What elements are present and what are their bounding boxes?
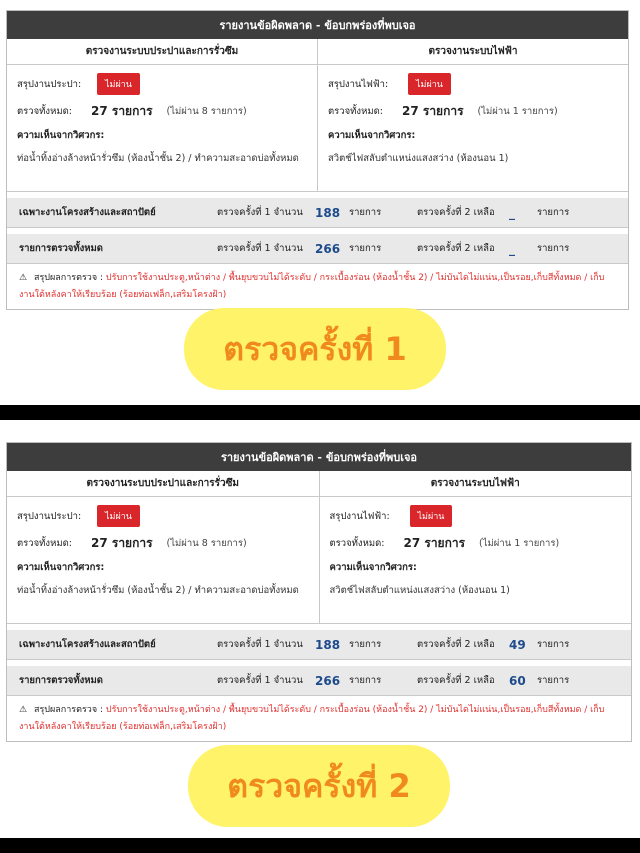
items-unit: รายการ: [537, 675, 570, 686]
round2-structure-remaining: 49: [509, 637, 526, 652]
summary-label: สรุปผลการตรวจ :: [33, 705, 104, 715]
structure-row-label: เฉพาะงานโครงสร้างและสถาปัตย์: [19, 207, 156, 218]
all-row-label: รายการตรวจทั้งหมด: [19, 243, 103, 254]
electrical-fail-count: (ไม่ผ่าน 1 รายการ): [477, 106, 558, 117]
all-items-summary-row: [7, 234, 628, 264]
round2-structure-remaining: _: [509, 205, 515, 220]
items-unit: รายการ: [349, 639, 382, 650]
round2-all-remaining: 60: [509, 673, 526, 688]
round-2-caption: ตรวจครั้งที่ 2: [188, 745, 450, 827]
structure-row-label: เฉพาะงานโครงสร้างและสถาปัตย์: [19, 639, 156, 650]
plumbing-total: 27 รายการ: [91, 536, 153, 550]
report-screenshot-1: [0, 0, 640, 405]
electrical-total: 27 รายการ: [402, 104, 464, 118]
electrical-total: 27 รายการ: [403, 536, 466, 550]
defect-report-round-2: [6, 442, 632, 742]
plumbing-header: ตรวจงานระบบประปาและการรั่วซึม: [7, 471, 319, 497]
plumbing-status-label: สรุปงานประปา:: [17, 78, 82, 90]
round2-label: ตรวจครั้งที่ 2 เหลือ: [417, 243, 495, 254]
round1-structure-count: 188: [315, 205, 341, 220]
items-unit: รายการ: [537, 207, 570, 218]
report-title: รายงานข้อผิดพลาด - ข้อบกพร่องที่พบเจอ: [7, 443, 631, 471]
plumbing-opinion: ท่อน้ำทิ้งอ่างล้างหน้ารั่วซึม (ห้องน้ำชั้น 2) / ทำความสะอาดบ่อทั้งหมด: [17, 153, 299, 164]
electrical-section: [317, 39, 628, 191]
electrical-section: [319, 471, 632, 623]
round1-structure-count: 188: [315, 637, 341, 652]
inspection-summary: [7, 696, 631, 742]
plumbing-total: 27 รายการ: [91, 104, 153, 118]
fail-badge: ไม่ผ่าน: [410, 505, 453, 527]
electrical-status-label: สรุปงานไฟฟ้า:: [329, 510, 390, 522]
engineer-opinion-label: ความเห็นจากวิศวกร:: [329, 562, 417, 573]
all-items-summary-row: [7, 666, 631, 696]
engineer-opinion-label: ความเห็นจากวิศวกร:: [17, 562, 105, 573]
fail-badge: ไม่ผ่าน: [408, 73, 451, 95]
round1-all-count: 266: [315, 673, 341, 688]
total-label: ตรวจทั้งหมด:: [17, 106, 72, 117]
plumbing-fail-count: (ไม่ผ่าน 8 รายการ): [166, 106, 247, 117]
fail-badge: ไม่ผ่าน: [97, 73, 140, 95]
plumbing-fail-count: (ไม่ผ่าน 8 รายการ): [166, 538, 247, 549]
items-unit: รายการ: [349, 207, 382, 218]
total-label: ตรวจทั้งหมด:: [328, 106, 383, 117]
electrical-status-label: สรุปงานไฟฟ้า:: [328, 78, 389, 90]
structure-summary-row: [7, 630, 631, 660]
round2-label: ตรวจครั้งที่ 2 เหลือ: [417, 207, 495, 218]
round2-label: ตรวจครั้งที่ 2 เหลือ: [417, 675, 495, 686]
plumbing-opinion: ท่อน้ำทิ้งอ่างล้างหน้ารั่วซึม (ห้องน้ำชั้น 2) / ทำความสะอาดบ่อทั้งหมด: [17, 585, 299, 596]
electrical-fail-count: (ไม่ผ่าน 1 รายการ): [479, 538, 560, 549]
electrical-header: ตรวจงานระบบไฟฟ้า: [318, 39, 628, 65]
report-screenshot-2: [0, 420, 640, 838]
report-title: รายงานข้อผิดพลาด - ข้อบกพร่องที่พบเจอ: [7, 11, 628, 39]
round-1-caption: ตรวจครั้งที่ 1: [184, 308, 446, 390]
summary-text: ปรับการใช้งานประตู,หน้าต่าง / พื้นยุบขวบไม่ได้ระดับ / กระเบื้องร่อน (ห้องน้ำชั้น 2) / ไม่บันไดไม่แน่น,เป็นรอย,เก็บสีทั้งหมด / เก็บงานใต้หลังคาให้เรียบร้อย (ร้อยท่อเฟล็ก,เสริมโครงฝ้า): [19, 273, 605, 300]
electrical-header: ตรวจงานระบบไฟฟ้า: [320, 471, 632, 497]
structure-summary-row: [7, 198, 628, 228]
round1-label: ตรวจครั้งที่ 1 จำนวน: [217, 675, 303, 686]
plumbing-status-label: สรุปงานประปา:: [17, 510, 82, 522]
items-unit: รายการ: [537, 639, 570, 650]
engineer-opinion-label: ความเห็นจากวิศวกร:: [17, 130, 105, 141]
round1-label: ตรวจครั้งที่ 1 จำนวน: [217, 207, 303, 218]
engineer-opinion-label: ความเห็นจากวิศวกร:: [328, 130, 416, 141]
defect-report-round-1: [6, 10, 629, 310]
summary-label: สรุปผลการตรวจ :: [33, 273, 104, 283]
total-label: ตรวจทั้งหมด:: [17, 538, 72, 549]
all-row-label: รายการตรวจทั้งหมด: [19, 675, 103, 686]
round1-label: ตรวจครั้งที่ 1 จำนวน: [217, 639, 303, 650]
round1-label: ตรวจครั้งที่ 1 จำนวน: [217, 243, 303, 254]
round2-all-remaining: _: [509, 241, 515, 256]
items-unit: รายการ: [349, 243, 382, 254]
total-label: ตรวจทั้งหมด:: [329, 538, 385, 549]
items-unit: รายการ: [349, 675, 382, 686]
electrical-opinion: สวิตช์ไฟสลับตำแหน่งแสงสว่าง (ห้องนอน 1): [328, 153, 509, 164]
summary-text: ปรับการใช้งานประตู,หน้าต่าง / พื้นยุบขวบไม่ได้ระดับ / กระเบื้องร่อน (ห้องน้ำชั้น 2) / ไม่บันไดไม่แน่น,เป็นรอย,เก็บสีทั้งหมด / เก็บงานใต้หลังคาให้เรียบร้อย (ร้อยท่อเฟล็ก,เสริมโครงฝ้า): [19, 705, 605, 732]
inspection-summary: [7, 264, 628, 310]
items-unit: รายการ: [537, 243, 570, 254]
fail-badge: ไม่ผ่าน: [97, 505, 140, 527]
plumbing-header: ตรวจงานระบบประปาและการรั่วซึม: [7, 39, 317, 65]
plumbing-section: [7, 471, 319, 623]
warning-icon: ⚠: [19, 273, 28, 283]
round2-label: ตรวจครั้งที่ 2 เหลือ: [417, 639, 495, 650]
round1-all-count: 266: [315, 241, 341, 256]
warning-icon: ⚠: [19, 705, 28, 715]
electrical-opinion: สวิตช์ไฟสลับตำแหน่งแสงสว่าง (ห้องนอน 1): [329, 585, 510, 596]
plumbing-section: [7, 39, 317, 191]
